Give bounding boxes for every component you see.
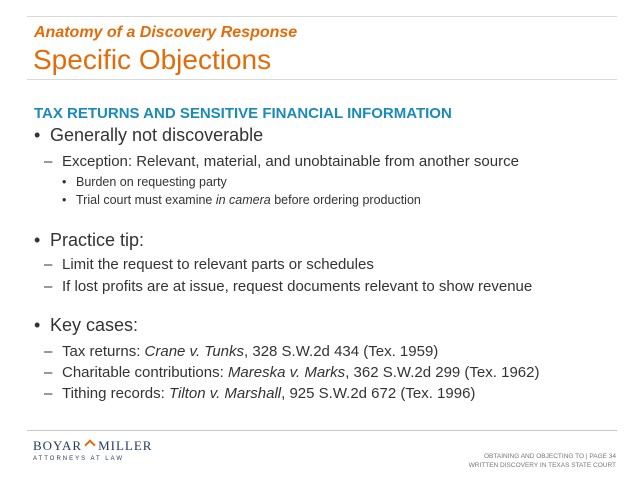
bullet-key-cases — [34, 315, 138, 336]
bullet-dot-icon: • — [34, 125, 41, 145]
sub-bullet-limit-request — [44, 256, 374, 273]
case-tithing-records — [44, 385, 475, 402]
case-tax-returns — [44, 343, 438, 360]
bullet-dot-icon: • — [62, 193, 67, 207]
case-charitable-contributions — [44, 364, 539, 381]
sub-bullet-text: If lost profits are at issue, request documents relevant to show revenue — [62, 278, 533, 295]
section-heading: TAX RETURNS AND SENSITIVE FINANCIAL INFORMATION — [34, 105, 452, 122]
dash-icon: – — [44, 364, 53, 381]
logo-tagline: ATTORNEYS AT LAW — [33, 456, 125, 462]
footer — [469, 452, 616, 470]
slide-subtitle: Anatomy of a Discovery Response — [34, 24, 298, 41]
firm-logo — [33, 438, 152, 462]
logo-right-word: MILLER — [98, 438, 153, 453]
footer-line-2: WRITTEN DISCOVERY IN TEXAS STATE COURT — [468, 462, 616, 469]
logo-chevron-icon — [84, 439, 95, 450]
sub-bullet-exception — [44, 153, 519, 170]
sub-bullet-text: Limit the request to relevant parts or schedules — [62, 256, 374, 273]
sub-bullet-lost-profits — [44, 278, 532, 295]
case-label: Tithing records: — [62, 385, 169, 402]
case-name: Mareska v. Marks — [227, 364, 346, 381]
sub-sub-bullet-text-post: before ordering production — [270, 193, 421, 207]
sub-sub-bullet-text-italic: in camera — [215, 193, 271, 207]
bullet-dot-icon: • — [34, 315, 41, 335]
sub-sub-bullet-text: Burden on requesting party — [76, 175, 227, 189]
case-name: Crane v. Tunks — [144, 343, 245, 360]
sub-sub-bullet-burden — [62, 175, 227, 189]
dash-icon: – — [44, 385, 53, 402]
dash-icon: – — [44, 256, 53, 273]
bullet-text: Key cases: — [50, 315, 139, 335]
footer-divider — [27, 430, 617, 431]
footer-line-1 — [469, 452, 616, 461]
dash-icon: – — [44, 153, 53, 170]
case-name: Tilton v. Marshall — [169, 385, 282, 402]
sub-sub-bullet-in-camera — [62, 193, 421, 207]
top-divider — [27, 16, 617, 17]
bullet-dot-icon: • — [34, 230, 41, 250]
logo-left-word: BOYAR — [33, 438, 83, 453]
footer-page-number: PAGE 34 — [589, 453, 616, 460]
bullet-text: Generally not discoverable — [50, 125, 264, 145]
case-label: Tax returns: — [62, 343, 145, 360]
slide-title: Specific Objections — [33, 44, 272, 75]
sub-bullet-text: Exception: Relevant, material, and unobtainable from another source — [62, 153, 519, 170]
logo-wordmark — [33, 438, 152, 454]
bullet-text: Practice tip: — [50, 230, 145, 250]
case-citation: , 362 S.W.2d 299 (Tex. 1962) — [345, 364, 540, 381]
bullet-generally-not-discoverable — [34, 125, 263, 146]
dash-icon: – — [44, 278, 53, 295]
case-label: Charitable contributions: — [62, 364, 228, 381]
case-citation: , 925 S.W.2d 672 (Tex. 1996) — [281, 385, 476, 402]
title-divider — [27, 79, 617, 80]
case-citation: , 328 S.W.2d 434 (Tex. 1959) — [244, 343, 439, 360]
footer-course-title: OBTAINING AND OBJECTING TO — [484, 453, 585, 460]
bullet-dot-icon: • — [62, 175, 67, 189]
bullet-practice-tip — [34, 230, 144, 251]
sub-sub-bullet-text-pre: Trial court must examine — [76, 193, 216, 207]
footer-separator: | — [585, 453, 588, 460]
dash-icon: – — [44, 343, 53, 360]
